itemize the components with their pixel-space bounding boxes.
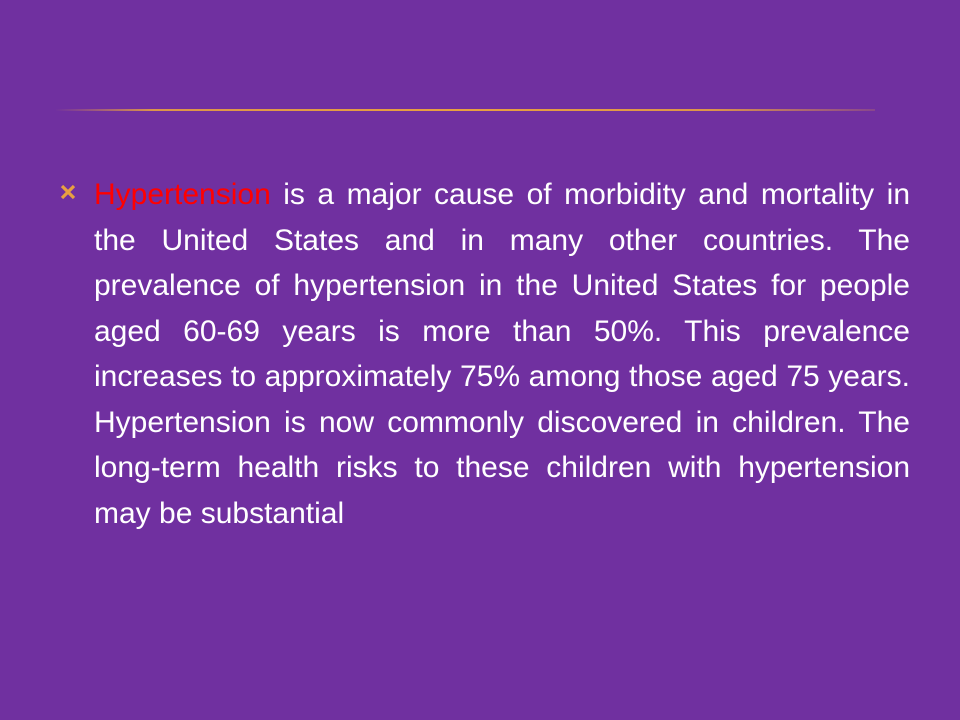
- x-mark-bullet-icon: [58, 182, 78, 202]
- bullet-text: [94, 172, 910, 536]
- highlighted-term: Hypertension: [94, 178, 271, 211]
- bullet-body-text: is a major cause of morbidity and mortality in the United States and in many other countries. The prevalence of hypertension in the United States for people aged 60-69 years is more than 50%. This prevalence increases to approximately 75% among those aged 75 years. Hypertension is now commonly discovered in children. The long-term health risks to these children with hypertension may be substantial: [94, 178, 910, 530]
- content-area: [58, 172, 910, 536]
- bullet-item: [58, 172, 910, 536]
- title-divider-line: [55, 109, 875, 111]
